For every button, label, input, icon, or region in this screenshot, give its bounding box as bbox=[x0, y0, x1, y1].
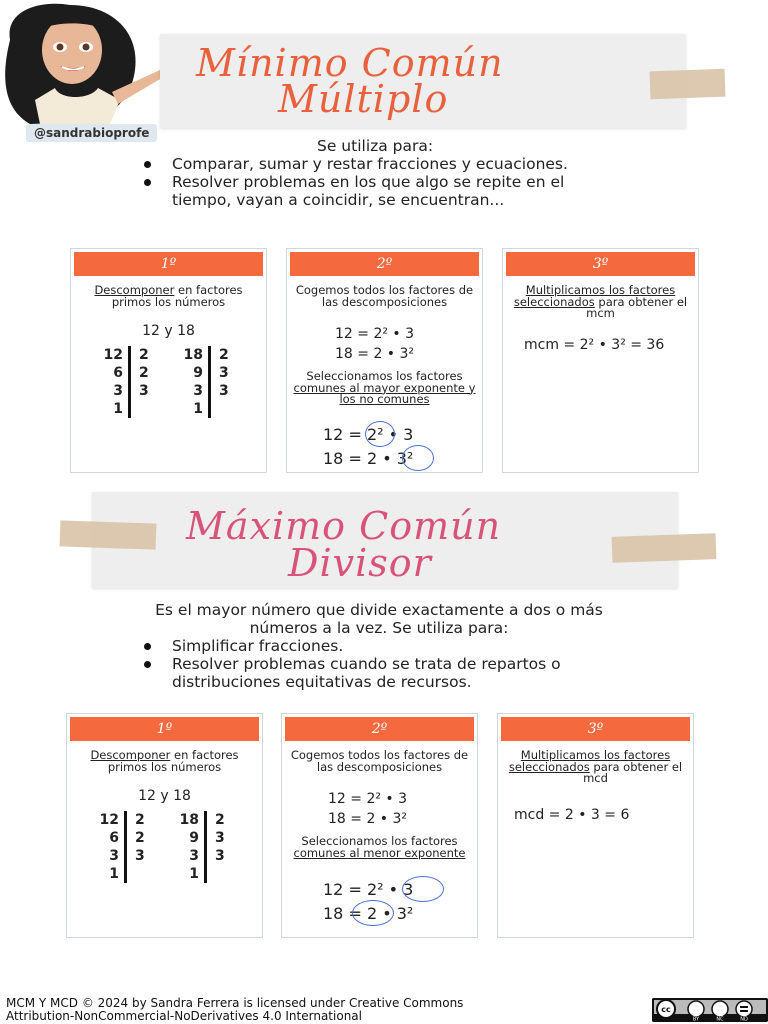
selection-rule: Seleccionamos los factores comunes al menor exponente bbox=[293, 834, 466, 860]
mcm-use-item: Comparar, sumar y restar fracciones y ecuaciones. bbox=[137, 155, 627, 173]
selected-factors-equation: 12 = 2² • 3 bbox=[323, 880, 414, 899]
factorization-equation: 18 = 2 • 3² bbox=[335, 346, 415, 362]
selection-rule: Seleccionamos los factores comunes al mayor exponente y los no comunes bbox=[293, 369, 476, 406]
factor-column-left-numbers: 12 6 3 1 bbox=[103, 347, 123, 417]
author-handle: @sandrabioprofe bbox=[26, 124, 157, 142]
step-number: 3º bbox=[506, 252, 695, 276]
step-number: 1º bbox=[70, 717, 259, 741]
mcm-intro-lead: Se utiliza para: bbox=[317, 137, 434, 155]
factorization-equation: 12 = 2² • 3 bbox=[335, 326, 415, 342]
license-line: Attribution-NonCommercial-NoDerivatives 4.0 International bbox=[6, 1009, 362, 1023]
mcd-use-item: Simplificar fracciones. bbox=[137, 637, 644, 655]
license-footer bbox=[6, 997, 463, 1023]
mcm-step3-card bbox=[502, 248, 699, 473]
numbers-pair: 12 y 18 bbox=[138, 788, 191, 804]
highlight-circle bbox=[365, 421, 395, 447]
numbers-pair: 12 y 18 bbox=[142, 323, 195, 339]
factor-column-right-numbers: 18 9 3 1 bbox=[183, 347, 203, 417]
selected-factors-equation: 18 = 2 • 3² bbox=[323, 449, 414, 468]
svg-text:NC: NC bbox=[716, 1016, 724, 1022]
step-number: 1º bbox=[74, 252, 263, 276]
mcm-title-line2: Múltiplo bbox=[278, 77, 449, 121]
step-description: Multiplicamos los factores seleccionados para obtener el mcd bbox=[508, 748, 683, 785]
division-bar bbox=[128, 346, 131, 418]
selected-factors-equation: 12 = 2² • 3 bbox=[323, 425, 414, 444]
factor-column-left-numbers: 12 6 3 1 bbox=[99, 812, 119, 882]
mcm-intro bbox=[137, 137, 627, 209]
svg-text:ND: ND bbox=[740, 1016, 748, 1022]
highlight-circle bbox=[402, 445, 434, 471]
step-description: Cogemos todos los factores de las descomposiciones bbox=[290, 748, 469, 774]
step-description: Cogemos todos los factores de las descomposiciones bbox=[295, 283, 474, 309]
cc-by-nc-nd-icon[interactable] bbox=[652, 998, 768, 1022]
division-bar bbox=[204, 811, 207, 883]
highlight-circle bbox=[352, 900, 394, 926]
mcm-uses-list bbox=[137, 155, 627, 209]
factor-column-right-factors: 2 3 3 bbox=[215, 812, 225, 864]
step-number: 2º bbox=[285, 717, 474, 741]
mcm-use-item: Resolver problemas en los que algo se repite en el tiempo, vayan a coincidir, se encuentran... bbox=[137, 173, 627, 209]
result-equation: mcm = 2² • 3² = 36 bbox=[524, 337, 665, 353]
step-number: 3º bbox=[501, 717, 690, 741]
mcm-step2-card bbox=[286, 248, 483, 473]
division-bar bbox=[208, 346, 211, 418]
division-bar bbox=[124, 811, 127, 883]
mcm-tape-right bbox=[650, 69, 726, 100]
factorization-equation: 12 = 2² • 3 bbox=[328, 791, 408, 807]
mcd-title-line2: Divisor bbox=[288, 541, 432, 585]
factorization-equation: 18 = 2 • 3² bbox=[328, 811, 408, 827]
license-line: MCM Y MCD © 2024 by Sandra Ferrera is licensed under Creative Commons bbox=[6, 996, 464, 1010]
mcd-uses-list bbox=[124, 637, 644, 691]
mcd-step1-card bbox=[66, 713, 263, 938]
mcd-step3-card bbox=[497, 713, 694, 938]
factor-column-left-factors: 2 2 3 bbox=[139, 347, 149, 399]
factor-column-left-factors: 2 2 3 bbox=[135, 812, 145, 864]
step-description: Descomponer en factores primos los números bbox=[90, 748, 239, 774]
result-equation: mcd = 2 • 3 = 6 bbox=[514, 807, 630, 823]
step-description: Multiplicamos los factores seleccionados para obtener el mcm bbox=[513, 283, 688, 320]
mcd-title-line1: Máximo Común bbox=[186, 504, 502, 548]
selected-factors-equation: 18 = 2 • 3² bbox=[323, 904, 414, 923]
svg-text:cc: cc bbox=[661, 1005, 671, 1014]
step-description: Descomponer en factores primos los números bbox=[94, 283, 243, 309]
mcm-title-line1: Mínimo Común bbox=[196, 41, 504, 85]
step-number: 2º bbox=[290, 252, 479, 276]
mcd-intro bbox=[124, 601, 644, 691]
mcd-tape-right bbox=[612, 533, 717, 563]
svg-text:BY: BY bbox=[692, 1016, 700, 1022]
mcm-step1-card bbox=[70, 248, 267, 473]
mcd-step2-card bbox=[281, 713, 478, 938]
mcd-tape-left bbox=[60, 520, 157, 549]
mcd-use-item: Resolver problemas cuando se trata de repartos o distribuciones equitativas de recursos. bbox=[137, 655, 644, 691]
mcd-intro-lead: Es el mayor número que divide exactamente a dos o más números a la vez. Se utiliza para: bbox=[155, 601, 603, 637]
factor-column-right-numbers: 18 9 3 1 bbox=[179, 812, 199, 882]
factor-column-right-factors: 2 3 3 bbox=[219, 347, 229, 399]
highlight-circle bbox=[402, 876, 444, 902]
